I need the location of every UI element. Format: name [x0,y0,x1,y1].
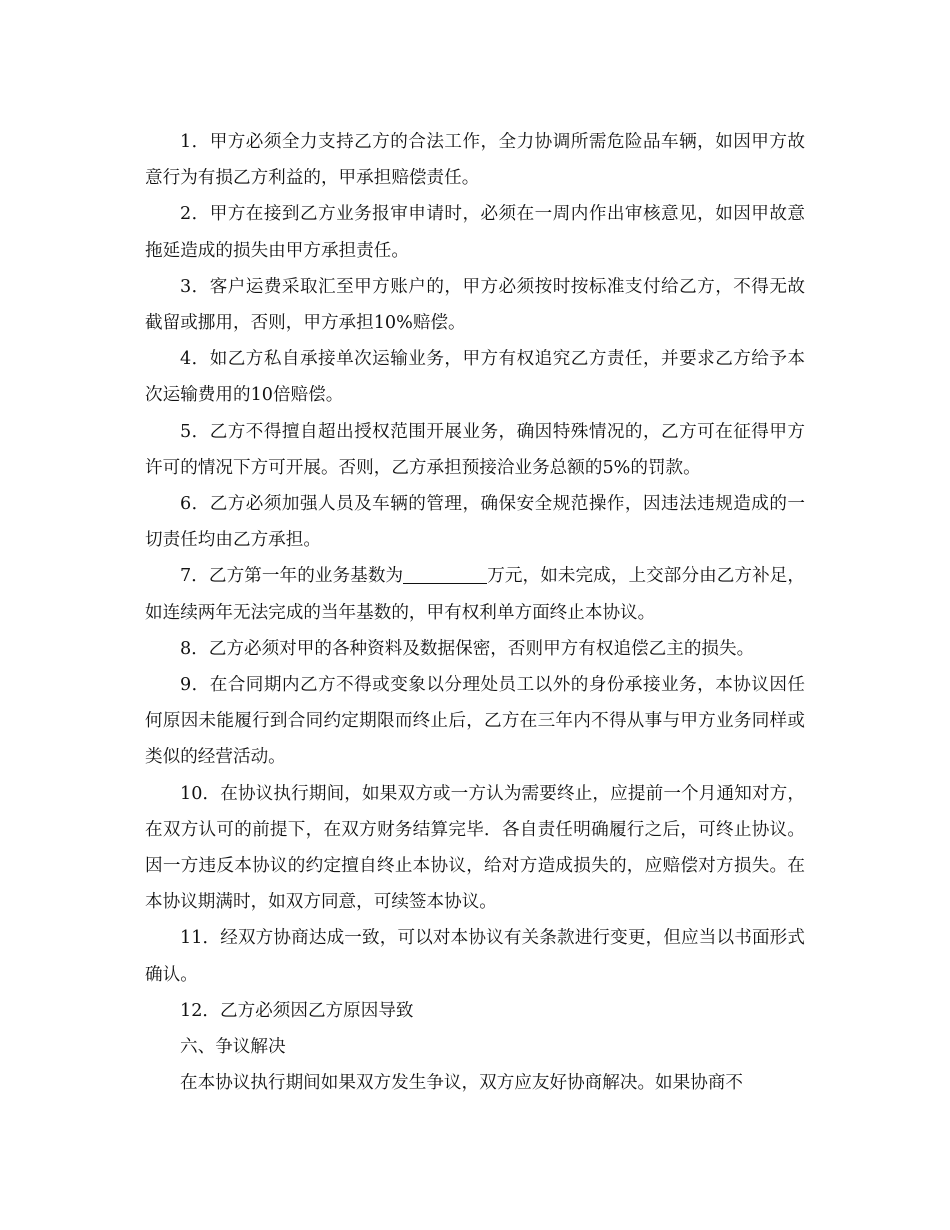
clause-7-rest: 万元，如未完成，上交部分由乙方补足，如连续两年无法完成的当年基数的，甲有权利单方面终止本协议。 [145,566,805,623]
clause-8: 8．乙方必须对甲的各种资料及数据保密，否则甲方有权追偿乙主的损失。 [180,638,755,659]
clause-5: 5．乙方不得擅自超出授权范围开展业务，确因特殊情况的，乙方可在征得甲方许可的情况下方可开展。否则，乙方承担预接洽业务总额的5%的罚款。 [145,421,805,478]
dispute-paragraph: 在本协议执行期间如果双方发生争议，双方应友好协商解决。如果协商不 [180,1073,744,1094]
clause-3: 3．客户运费采取汇至甲方账户的，甲方必须按时按标准支付给乙方，不得无故截留或挪用，否则，甲方承担10%赔偿。 [145,276,805,334]
clause-11: 11．经双方协商达成一致，可以对本协议有关条款进行变更，但应当以书面形式确认。 [145,928,805,985]
document-body [145,124,805,1101]
clause-6: 6．乙方必须加强人员及车辆的管理，确保安全规范操作，因违法违规造成的一切责任均由乙方承担。 [145,494,805,551]
clause-7-lead: 7．乙方第一年的业务基数为 [180,566,404,587]
clause-2: 2．甲方在接到乙方业务报审申请时，必须在一周内作出审核意见，如因甲故意拖延造成的损失由甲方承担责任。 [145,204,805,261]
fill-in-blank[interactable] [403,563,487,584]
clause-1: 1．甲方必须全力支持乙方的合法工作，全力协调所需危险品车辆，如因甲方故意行为有损乙方利益的，甲承担赔偿责任。 [145,132,805,189]
section-heading-dispute: 六、争议解决 [180,1037,286,1058]
clause-4: 4．如乙方私自承接单次运输业务，甲方有权追究乙方责任，并要求乙方给予本次运输费用的10倍赔偿。 [145,349,805,406]
clause-9: 9．在合同期内乙方不得或变象以分理处员工以外的身份承接业务，本协议因任何原因未能履行到合同约定期限而终止后，乙方在三年内不得从事与甲方业务同样或类似的经营活动。 [145,675,805,768]
clause-10: 10．在协议执行期间，如果双方或一方认为需要终止，应提前一个月通知对方，在双方认可的前提下，在双方财务结算完毕．各自责任明确履行之后，可终止协议。因一方违反本协议的约定擅自终止本协议，给对方造成损失的，应赔偿对方损失。在本协议期满时，如双方同意，可续签本协议。 [145,783,805,913]
clause-7 [145,558,805,630]
clause-12: 12．乙方必须因乙方原因导致 [180,1000,414,1021]
